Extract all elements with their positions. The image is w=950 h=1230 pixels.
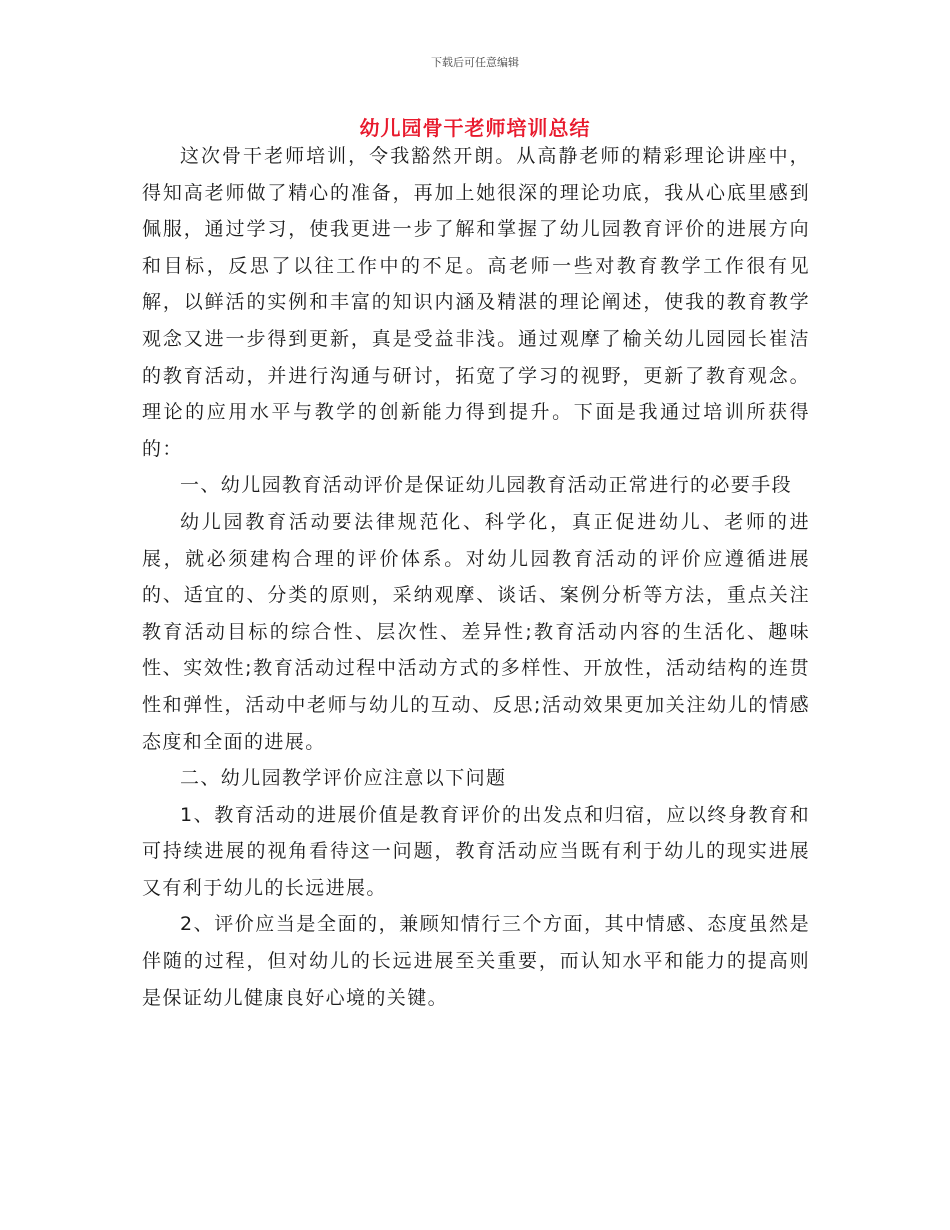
paragraph-point-1: 1、教育活动的进展价值是教育评价的出发点和归宿，应以终身教育和可持续进展的视角看待这一问题，教育活动应当既有利于幼儿的现实进展又有利于幼儿的长远进展。 [142,803,810,899]
document-body [142,138,810,1016]
heading-section-2: 二、幼儿园教学评价应注意以下问题 [180,767,507,790]
header-note: 下载后可任意编辑 [431,56,519,69]
paragraph-section-1: 幼儿园教育活动要法律规范化、科学化，真正促进幼儿、老师的进展，就必须建构合理的评价体系。对幼儿园教育活动的评价应遵循进展的、适宜的、分类的原则，采纳观摩、谈话、案例分析等方法，重点关注教育活动目标的综合性、层次性、差异性;教育活动内容的生活化、趣味性、实效性;教育活动过程中活动方式的多样性、开放性，活动结构的连贯性和弹性，活动中老师与幼儿的互动、反思;活动效果更加关注幼儿的情感态度和全面的进展。 [142,510,810,753]
heading-section-1: 一、幼儿园教育活动评价是保证幼儿园教育活动正常进行的必要手段 [180,474,793,497]
paragraph-point-2: 2、评价应当是全面的，兼顾知情行三个方面，其中情感、态度虽然是伴随的过程，但对幼儿的长远进展至关重要，而认知水平和能力的提高则是保证幼儿健康良好心境的关键。 [142,913,810,1009]
paragraph-intro: 这次骨干老师培训，令我豁然开朗。从高静老师的精彩理论讲座中，得知高老师做了精心的准备，再加上她很深的理论功底，我从心底里感到佩服，通过学习，使我更进一步了解和掌握了幼儿园教育评价的进展方向和目标，反思了以往工作中的不足。高老师一些对教育教学工作很有见解，以鲜活的实例和丰富的知识内涵及精湛的理论阐述，使我的教育教学观念又进一步得到更新，真是受益非浅。通过观摩了榆关幼儿园园长崔洁的教育活动，并进行沟通与研讨，拓宽了学习的视野，更新了教育观念。理论的应用水平与教学的创新能力得到提升。下面是我通过培训所获得的： [142,145,810,460]
document-title: 幼儿园骨干老师培训总结 [359,116,591,140]
